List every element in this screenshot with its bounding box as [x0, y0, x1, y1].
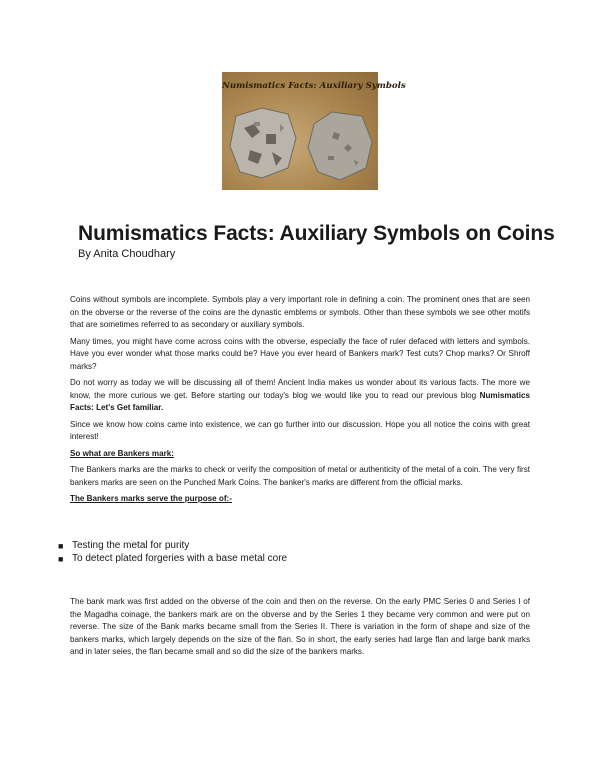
list-item: ■ To detect plated forgeries with a base metal core: [58, 552, 288, 564]
page-title: Numismatics Facts: Auxiliary Symbols on Coins: [78, 222, 555, 245]
left-coin: [230, 108, 296, 178]
paragraph: The Bankers marks are the marks to check or verify the composition of metal or authenticity of the metal of a coin. The very first bankers marks are seen on the Punched Mark Coins. The banker's marks are different from the official marks.: [70, 465, 530, 487]
paragraph: Coins without symbols are incomplete. Symbols play a very important role in defining a coin. The prominent ones that are seen on the obverse or the reverse of the coins are the dynastic emblems or symbols. Other than these symbols we see other motifs that are sometimes referred to as secondary or auxiliary symbols.: [70, 295, 530, 329]
paragraph: Since we know how coins came into existence, we can go further into our discussion. Hope you all notice the coins with great interest!: [70, 419, 530, 441]
hero-image: [222, 72, 406, 190]
hero-title: Numismatics Facts: Auxiliary Symbols: [222, 81, 406, 91]
section-heading: So what are Bankers mark:: [70, 448, 174, 458]
purpose-list: [58, 540, 287, 565]
subsection-heading: The Bankers marks serve the purpose of:-: [70, 494, 232, 503]
bullet-icon: ■: [58, 553, 64, 564]
bullet-icon: ■: [58, 541, 64, 551]
article-body: [70, 294, 530, 510]
paragraph-text: Do not worry as today we will be discussing all of them! Ancient India makes us wonder about its various facts. The more we know, the more curious we get. Before starting our today's blog we would like you to read our previous blog: [70, 378, 530, 400]
previous-blog-link[interactable]: Numismatics Facts: Let's Get familiar.: [70, 390, 530, 412]
paragraph: The bank mark was first added on the obverse of the coin and then on the reverse. On the early PMC Series 0 and Series I of the Magadha coinage, the bankers mark are on the obverse and by the Series 1 they became very common and were put on reverse. The size of the Bank marks became small from the Series II. There is variation in the form of shape and size of the bankers marks, which largely depends on the size of the flan. So in short, the early series had large flan and large bank marks and in later seies, the flan became small and so did the size of the bankers marks.: [70, 597, 530, 656]
byline: By Anita Choudhary: [78, 248, 176, 260]
paragraph: [70, 377, 530, 415]
paragraph: Many times, you might have come across coins with the obverse, especially the face of ruler defaced with letters and symbols. Have you ever wonder what those marks could be? Have you ever heard of Bankers mark? Test cuts? Chop marks? Or Shroff marks?: [70, 336, 530, 371]
right-coin: [308, 112, 372, 180]
list-item: ■ Testing the metal for purity: [58, 540, 190, 551]
